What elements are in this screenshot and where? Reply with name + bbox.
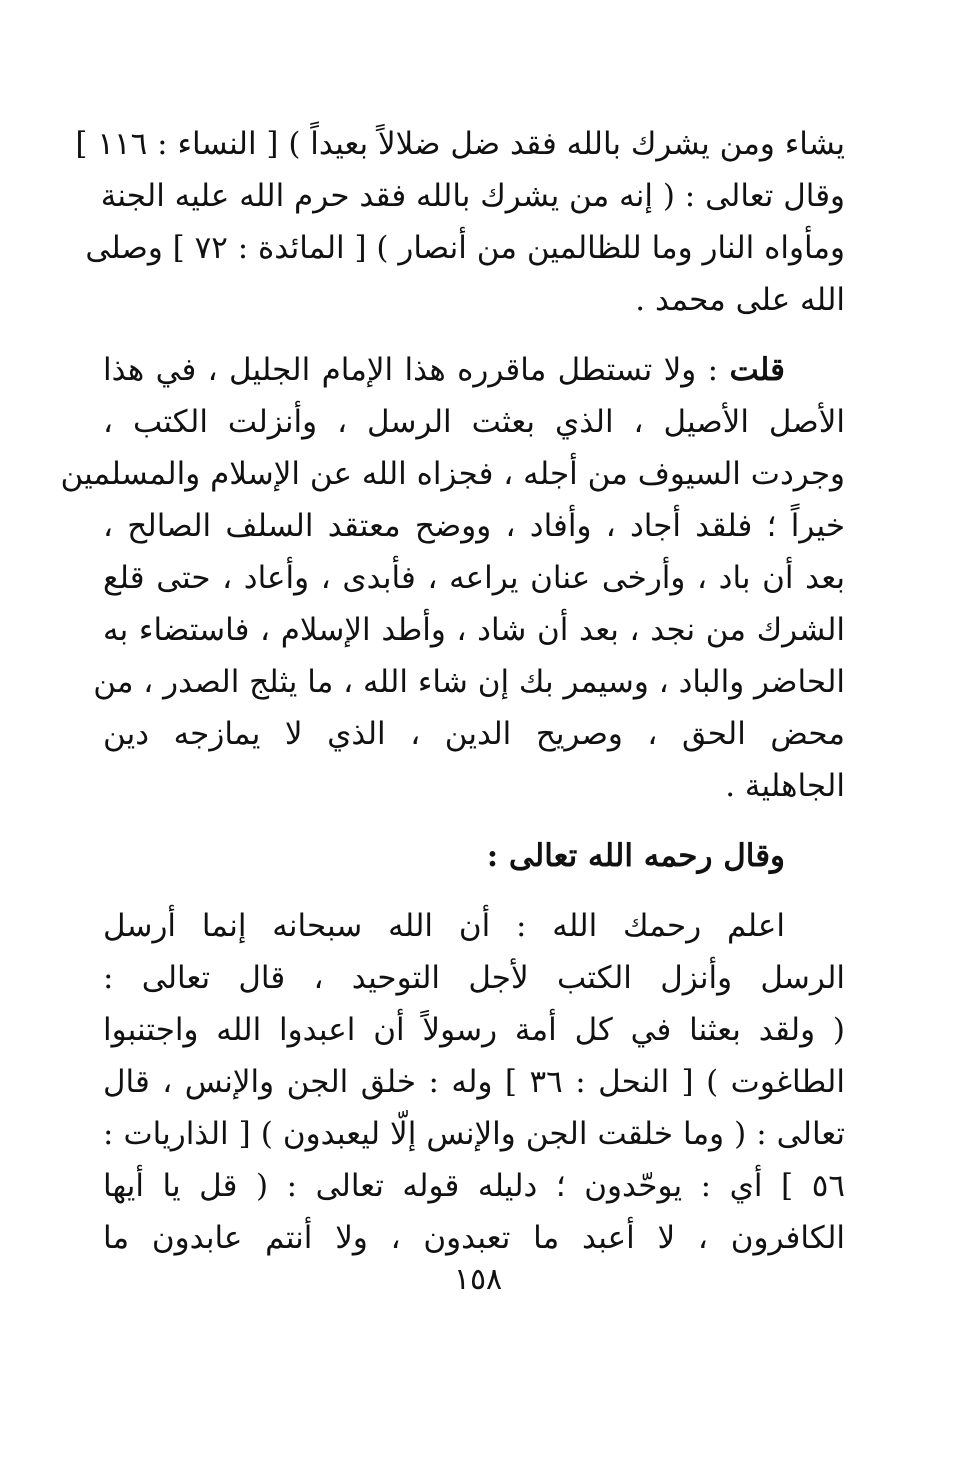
- text-line: ٥٦ ] أي : يوحّدون ؛ دليله قوله تعالى : ( قل يا أيها: [103, 1168, 845, 1204]
- text-line: الشرك من نجد ، بعد أن شاد ، وأطد الإسلام ، فاستضاء به: [103, 612, 845, 648]
- text-line: محض الحق ، وصريح الدين ، الذي لا يمازجه دين: [103, 716, 845, 752]
- lead-word: قلت: [729, 352, 785, 388]
- text-line: الأصل الأصيل ، الذي بعثت الرسل ، وأنزلت الكتب ،: [103, 404, 845, 440]
- text-line: الحاضر والباد ، وسيمر بك إن شاء الله ، ما يثلج الصدر ، من: [93, 664, 845, 700]
- paragraph-3: [103, 900, 845, 1264]
- text-line: وجردت السيوف من أجله ، فجزاه الله عن الإسلام والمسلمين: [60, 456, 845, 492]
- text-line: الطاغوت ) [ النحل : ٣٦ ] وله : خلق الجن والإنس ، قال: [103, 1064, 845, 1100]
- text-line: ومأواه النار وما للظالمين من أنصار ) [ المائدة : ٧٢ ] وصلى: [85, 230, 845, 266]
- text-line: [103, 344, 845, 396]
- section-heading: وقال رحمه الله تعالى :: [486, 838, 785, 874]
- text-line: يشاء ومن يشرك بالله فقد ضل ضلالاً بعيداً ) [ النساء : ١١٦ ]: [75, 126, 845, 162]
- text-line: الكافرون ، لا أعبد ما تعبدون ، ولا أنتم عابدون ما: [103, 1220, 845, 1256]
- paragraph-1: [75, 118, 845, 326]
- text-line: الله على محمد .: [635, 282, 845, 318]
- text-line: بعد أن باد ، وأرخى عنان يراعه ، فأبدى ، وأعاد ، حتى قلع: [103, 560, 845, 596]
- page-body: [60, 118, 845, 1282]
- text-line: خيراً ؛ فلقد أجاد ، وأفاد ، ووضح معتقد السلف الصالح ،: [103, 508, 845, 544]
- text-line: وقال تعالى : ( إنه من يشرك بالله فقد حرم الله عليه الجنة: [100, 178, 845, 214]
- text-line: الجاهلية .: [725, 768, 845, 804]
- text-line: اعلم رحمك الله : أن الله سبحانه إنما أرسل: [103, 908, 785, 944]
- paragraph-2: [60, 344, 845, 812]
- text-fragment: : ولا تستطل ماقرره هذا الإمام الجليل ، في هذا: [103, 352, 719, 388]
- page-number: ١٥٨: [453, 1262, 503, 1297]
- text-line: ( ولقد بعثنا في كل أمة رسولاً أن اعبدوا الله واجتنبوا: [103, 1012, 845, 1048]
- text-line: الرسل وأنزل الكتب لأجل التوحيد ، قال تعالى :: [103, 960, 845, 996]
- text-line: تعالى : ( وما خلقت الجن والإنس إلّا ليعبدون ) [ الذاريات :: [103, 1116, 845, 1152]
